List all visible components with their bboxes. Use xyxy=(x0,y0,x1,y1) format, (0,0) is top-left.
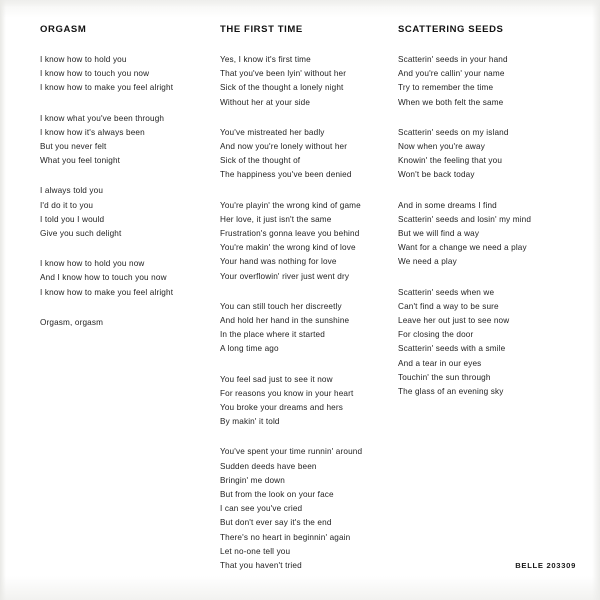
song-title: ORGASM xyxy=(40,24,87,35)
lyric-line: You've mistreated her badly xyxy=(220,127,325,137)
lyric-line: Give you such delight xyxy=(40,229,122,239)
stanza xyxy=(398,199,578,270)
lyric-line: But from the look on your face xyxy=(220,490,334,500)
stanza xyxy=(40,316,220,330)
stanza xyxy=(220,445,395,573)
lyric-line: I know how to hold you now xyxy=(40,259,145,269)
lyric-line: That you haven't tried xyxy=(220,561,302,571)
lyric-line: A long time ago xyxy=(220,344,279,354)
stanza xyxy=(220,53,395,110)
stanza xyxy=(40,257,220,300)
catalog-number: BELLE 203309 xyxy=(515,561,576,570)
lyric-line: We need a play xyxy=(398,257,457,267)
lyric-line: Try to remember the time xyxy=(398,83,494,93)
lyric-line: But don't ever say it's the end xyxy=(220,518,332,528)
stanza xyxy=(40,112,220,169)
stanza xyxy=(398,53,578,110)
lyric-line: You broke your dreams and hers xyxy=(220,403,343,413)
lyric-line: By makin' it told xyxy=(220,417,280,427)
lyric-line: Sick of the thought of xyxy=(220,156,301,166)
lyric-line: You feel sad just to see it now xyxy=(220,374,333,384)
lyric-line: And hold her hand in the sunshine xyxy=(220,316,350,326)
lyric-line: Leave her out just to see now xyxy=(398,316,510,326)
lyrics-column-3 xyxy=(398,24,578,399)
lyric-line: Scatterin' seeds when we xyxy=(398,287,495,297)
lyric-line: And I know how to touch you now xyxy=(40,273,167,283)
lyric-line: I know how it's always been xyxy=(40,127,145,137)
lyric-line: Want for a change we need a play xyxy=(398,243,527,253)
lyric-line: Your hand was nothing for love xyxy=(220,257,337,267)
lyric-line: I always told you xyxy=(40,186,104,196)
lyric-line: Knowin' the feeling that you xyxy=(398,156,503,166)
lyric-line: For reasons you know in your heart xyxy=(220,388,354,398)
lyric-line: That you've been lyin' without her xyxy=(220,69,347,79)
lyric-line: I know how to touch you now xyxy=(40,69,150,79)
lyric-line: Frustration's gonna leave you behind xyxy=(220,229,360,239)
lyric-line: And now you're lonely without her xyxy=(220,142,348,152)
stanza xyxy=(398,286,578,400)
lyric-line: Her love, it just isn't the same xyxy=(220,214,332,224)
stanza xyxy=(220,300,395,357)
lyric-line: Orgasm, orgasm xyxy=(40,317,104,327)
lyric-line: I can see you've cried xyxy=(220,504,303,514)
lyrics-column-2 xyxy=(220,24,395,573)
lyrics-column-1 xyxy=(40,24,220,330)
lyric-line: I know how to hold you xyxy=(40,55,127,64)
song-title: SCATTERING SEEDS xyxy=(398,24,504,35)
stanza xyxy=(40,184,220,241)
lyric-line: When we both felt the same xyxy=(398,97,504,107)
lyric-line: I know what you've been through xyxy=(40,113,165,123)
lyric-line: I told you I would xyxy=(40,214,105,224)
lyric-line: Won't be back today xyxy=(398,170,475,180)
lyric-line: Yes, I know it's first time xyxy=(220,55,311,64)
stanza xyxy=(220,126,395,183)
lyric-line: I'd do it to you xyxy=(40,200,94,210)
lyric-line: You can still touch her discreetly xyxy=(220,301,342,311)
song-title: THE FIRST TIME xyxy=(220,24,303,35)
lyric-line: And in some dreams I find xyxy=(398,200,497,210)
lyric-line: I know how to make you feel alright xyxy=(40,287,174,297)
lyric-line: There's no heart in beginnin' again xyxy=(220,532,351,542)
stanza xyxy=(398,126,578,183)
lyric-line: But you never felt xyxy=(40,142,107,152)
lyric-line: For closing the door xyxy=(398,330,474,340)
lyric-line: But we will find a way xyxy=(398,229,480,239)
lyric-line: Touchin' the sun through xyxy=(398,372,491,382)
lyric-line: Now when you're away xyxy=(398,142,485,152)
lyric-line: In the place where it started xyxy=(220,330,325,340)
stanza xyxy=(220,199,395,284)
lyric-line: I know how to make you feel alright xyxy=(40,83,174,93)
lyric-line: You're makin' the wrong kind of love xyxy=(220,243,356,253)
lyric-line: You're playin' the wrong kind of game xyxy=(220,200,361,210)
lyric-line: Scatterin' seeds in your hand xyxy=(398,55,508,64)
lyric-line: Sudden deeds have been xyxy=(220,461,317,471)
stanza xyxy=(220,373,395,430)
lyric-line: Sick of the thought a lonely night xyxy=(220,83,344,93)
lyric-line: The glass of an evening sky xyxy=(398,387,504,397)
lyric-line: Scatterin' seeds and losin' my mind xyxy=(398,214,532,224)
lyric-line: The happiness you've been denied xyxy=(220,170,352,180)
lyric-line: Without her at your side xyxy=(220,97,311,107)
lyric-line: Can't find a way to be sure xyxy=(398,301,499,311)
lyric-line: And a tear in our eyes xyxy=(398,358,482,368)
lyric-line: What you feel tonight xyxy=(40,156,121,166)
stanza xyxy=(40,53,220,96)
lyric-line: Bringin' me down xyxy=(220,475,285,485)
lyric-line: Scatterin' seeds with a smile xyxy=(398,344,506,354)
lyric-line: You've spent your time runnin' around xyxy=(220,447,363,457)
lyric-line: Your overflowin' river just went dry xyxy=(220,271,350,281)
lyric-line: Let no-one tell you xyxy=(220,546,291,556)
lyric-line: Scatterin' seeds on my island xyxy=(398,127,509,137)
lyric-line: And you're callin' your name xyxy=(398,69,505,79)
